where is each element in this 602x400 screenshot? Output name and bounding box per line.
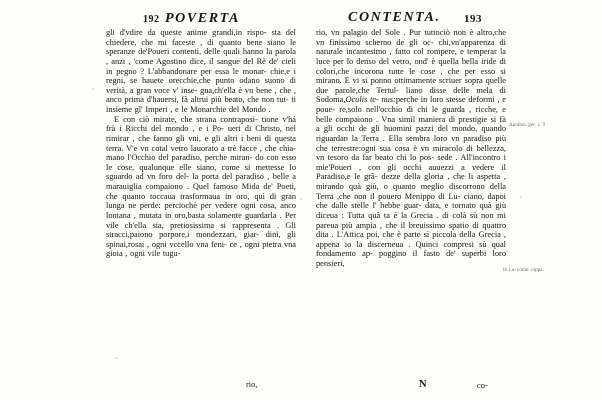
text-column-verso: [106, 28, 296, 259]
paragraph-text: perche in loro stesse deformi , e poue- re,solo nell'occhio di chi le guarda , ricche, e belle compaiono . Vna simil maniera di prestigie si fà a gli occhi de gli huomini pazzi del mondo, quando riguardan la Terra . Ella sembra loro vn paradiso più che terrestre:ogni sua cosa è vn miracolo di bellezza, vn tesoro da far beato chi lo pos- sede . All'incontro i mie'Poueri , con gli occhi auuezzi a vedere il Paradiso,e le grã- dezze della gloria , che li aspetta , mirando quà giù, o quanto meglio discorrono della Terra ,che non il pouero Menippo di Lu- ciano, dapoi che dalle stelle l' hebbe guar- data, e tornato quà giù diceua : Tutta quã ta è la Grecia . di colà sù non mi pareua più ampia , che il breuissimo spatio di quattro dita . L'Attica poi, che è parte sì piccola della Grecia , appena io la discerneua . Quinci compresi sù qual fondamento ap- poggino il fasto de' superbi loro pensieri,: [316, 95, 507, 268]
scan-speckle: [300, 198, 302, 200]
paragraph-text: rio, vn palagio del Sole . Pur tuttociò non è altro,che vn finissimo scherno de gli oc- chi,vn'apparenza di naturale incantesimo , fatto col rompere, e temperar la luce per lo denso del vetro, ond' è quella bella iride di colori,che incorona tutte le cose , che per esso si mirano. E vi si ponno ottimamente scriuer sopra quelle due parole,che Tertul- liano disse delle mela di Sodoma,: [316, 28, 506, 105]
scan-speckle: [92, 88, 94, 90]
paragraph: gli d'vdire da queste anime grandi,in rispo- sta del chiedere, che mi faceste , di quanto bene siano le speranze de'Poueri contenti, delle quali hanno la parola , anzi , 'come Agostino dice, il sangue del Rè de' cieli in pegno ? L'abbandonare per essa le monar- chie,e i regni, se hauete orecchie,che punto odano suono di verità, a gran voce v' inse- gna,ch'ella è vn bene , che , anco prima d'hauersi, fà altrui più beato, che non tut- ti insieme gl' Imperi , e le Monarchie del Mondo .: [106, 28, 296, 114]
folio-number-recto: 193: [464, 13, 482, 25]
catchword-verso: rio,: [246, 380, 258, 389]
running-header: [0, 10, 602, 30]
signature-mark: N: [419, 379, 427, 390]
margin-note-apollonius: Apollon. gec. c. 9: [509, 122, 546, 128]
scan-speckle: [115, 357, 118, 359]
latin-quotation: Oculis te- nus:: [345, 95, 396, 105]
margin-note-luciano: In Lu- come- nippa.: [503, 267, 544, 273]
text-column-recto: [316, 28, 506, 269]
paragraph: [316, 28, 506, 269]
scan-speckle: [506, 236, 508, 238]
running-title-recto: CONTENTA.: [348, 10, 441, 25]
scan-speckle: [520, 196, 522, 199]
paragraph: E con ciò mirate, che strana contraposi- tione v'há frà i Ricchi del mondo , e i Po- ueri di Christo, nel rimirar , che fanno gli vni, e gli altri i beni di questa terra. V'e vn cotal vetro lauorato a trè facce , che chia- mano l'Occhio del paradiso, perche miran- do con esso le cose, qualunque elle siano, come si mettesse lo sguardo ad vn foro del- la porta del paradiso , belle a marauiglia compaiono . Quel famoso Mida de' Poeti, che quanto toccaua trasformaua in oro, quì di gran lunga ne perde: perciochè per vedere ogni cosa, anco lontana , mutata in oro,basta solamente guardarla . Per vile ch'ella sia, pretiosissima si rappresenta . Gli stracci,paiono porpore,i mondezzari, giar- dini, gli spinai,rosai , ogni vccello vna feni- ce , ogni pietra vna gioia , ogni vile tugu-: [106, 114, 296, 259]
folio-number-verso: 192: [143, 14, 160, 25]
catchword-recto: co-: [477, 381, 488, 390]
running-title-verso: POVERTA: [165, 11, 240, 26]
